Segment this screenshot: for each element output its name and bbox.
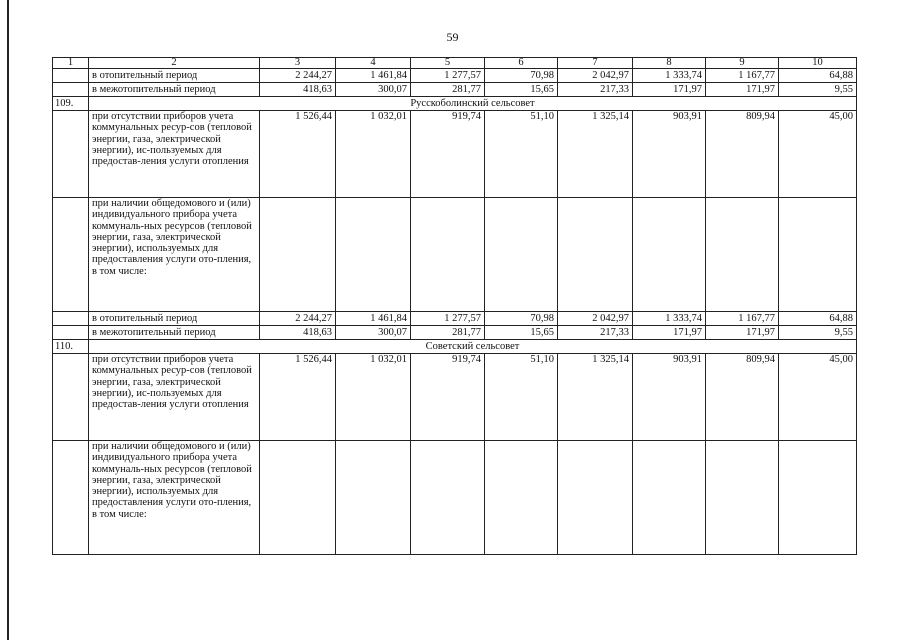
value-cell: 300,07 bbox=[336, 326, 411, 340]
value-cell: 45,00 bbox=[779, 354, 857, 441]
row-label: при отсутствии приборов учета коммунальных ресур-сов (тепловой энергии, газа, электрической энергии), ис-пользуемых для предостав-ления услуги отопления bbox=[89, 111, 260, 198]
value-cell: 1 325,14 bbox=[558, 111, 633, 198]
table-row bbox=[53, 312, 857, 326]
value-cell bbox=[633, 198, 706, 312]
value-cell: 809,94 bbox=[706, 111, 779, 198]
value-cell: 64,88 bbox=[779, 312, 857, 326]
value-cell: 1 526,44 bbox=[260, 354, 336, 441]
row-number-cell bbox=[53, 111, 89, 198]
value-cell bbox=[260, 441, 336, 555]
value-cell: 919,74 bbox=[411, 111, 485, 198]
table-row bbox=[53, 326, 857, 340]
row-label: при наличии общедомового и (или) индивидуального прибора учета коммуналь-ных ресурсов (тепловой энергии, газа, электрической энергии), используемых для предоставления услуги ото-пления, в том числе: bbox=[89, 198, 260, 312]
value-cell bbox=[558, 198, 633, 312]
value-cell: 418,63 bbox=[260, 326, 336, 340]
value-cell: 171,97 bbox=[633, 83, 706, 97]
value-cell bbox=[260, 198, 336, 312]
value-cell bbox=[779, 198, 857, 312]
table-row bbox=[53, 69, 857, 83]
value-cell bbox=[485, 441, 558, 555]
section-row bbox=[53, 340, 857, 354]
header-cell: 9 bbox=[706, 58, 779, 69]
value-cell: 1 461,84 bbox=[336, 69, 411, 83]
section-number: 109. bbox=[53, 97, 89, 111]
header-cell: 7 bbox=[558, 58, 633, 69]
header-row bbox=[53, 58, 857, 69]
value-cell: 70,98 bbox=[485, 312, 558, 326]
value-cell: 171,97 bbox=[706, 83, 779, 97]
value-cell: 1 461,84 bbox=[336, 312, 411, 326]
section-title: Советский сельсовет bbox=[89, 340, 857, 354]
value-cell: 217,33 bbox=[558, 326, 633, 340]
value-cell: 217,33 bbox=[558, 83, 633, 97]
value-cell bbox=[706, 441, 779, 555]
value-cell: 1 325,14 bbox=[558, 354, 633, 441]
value-cell bbox=[411, 198, 485, 312]
value-cell: 9,55 bbox=[779, 326, 857, 340]
row-number-cell bbox=[53, 83, 89, 97]
row-number-cell bbox=[53, 326, 89, 340]
value-cell: 919,74 bbox=[411, 354, 485, 441]
row-label: при наличии общедомового и (или) индивидуального прибора учета коммуналь-ных ресурсов (тепловой энергии, газа, электрической энергии), используемых для предоставления услуги ото-пления, в том числе: bbox=[89, 441, 260, 555]
table-row bbox=[53, 198, 857, 312]
value-cell: 1 333,74 bbox=[633, 312, 706, 326]
row-number-cell bbox=[53, 354, 89, 441]
row-label: в отопительный период bbox=[89, 69, 260, 83]
value-cell: 2 244,27 bbox=[260, 69, 336, 83]
value-cell: 1 277,57 bbox=[411, 69, 485, 83]
value-cell: 51,10 bbox=[485, 354, 558, 441]
header-cell: 10 bbox=[779, 58, 857, 69]
value-cell: 1 032,01 bbox=[336, 354, 411, 441]
header-cell: 4 bbox=[336, 58, 411, 69]
header-cell: 8 bbox=[633, 58, 706, 69]
value-cell: 1 032,01 bbox=[336, 111, 411, 198]
table-row bbox=[53, 441, 857, 555]
row-label: при отсутствии приборов учета коммунальных ресур-сов (тепловой энергии, газа, электрической энергии), ис-пользуемых для предостав-ления услуги отопления bbox=[89, 354, 260, 441]
value-cell: 1 277,57 bbox=[411, 312, 485, 326]
tariff-table bbox=[52, 57, 857, 555]
header-cell: 2 bbox=[89, 58, 260, 69]
header-cell: 5 bbox=[411, 58, 485, 69]
value-cell bbox=[706, 198, 779, 312]
value-cell: 51,10 bbox=[485, 111, 558, 198]
value-cell: 1 167,77 bbox=[706, 69, 779, 83]
header-cell: 1 bbox=[53, 58, 89, 69]
section-number: 110. bbox=[53, 340, 89, 354]
value-cell: 281,77 bbox=[411, 83, 485, 97]
section-row bbox=[53, 97, 857, 111]
row-number-cell bbox=[53, 441, 89, 555]
header-cell: 6 bbox=[485, 58, 558, 69]
value-cell: 2 244,27 bbox=[260, 312, 336, 326]
value-cell: 171,97 bbox=[633, 326, 706, 340]
table-row bbox=[53, 111, 857, 198]
page-number: 59 bbox=[446, 30, 459, 44]
value-cell bbox=[633, 441, 706, 555]
value-cell: 171,97 bbox=[706, 326, 779, 340]
row-number-cell bbox=[53, 198, 89, 312]
value-cell: 903,91 bbox=[633, 354, 706, 441]
value-cell: 15,65 bbox=[485, 326, 558, 340]
value-cell bbox=[336, 441, 411, 555]
value-cell: 9,55 bbox=[779, 83, 857, 97]
value-cell bbox=[779, 441, 857, 555]
table-row bbox=[53, 354, 857, 441]
value-cell: 300,07 bbox=[336, 83, 411, 97]
row-label: в отопительный период bbox=[89, 312, 260, 326]
value-cell: 45,00 bbox=[779, 111, 857, 198]
page-edge-line bbox=[7, 0, 9, 640]
header-cell: 3 bbox=[260, 58, 336, 69]
section-title: Русскоболинский сельсовет bbox=[89, 97, 857, 111]
value-cell: 2 042,97 bbox=[558, 312, 633, 326]
value-cell bbox=[485, 198, 558, 312]
value-cell: 1 333,74 bbox=[633, 69, 706, 83]
value-cell: 15,65 bbox=[485, 83, 558, 97]
value-cell: 2 042,97 bbox=[558, 69, 633, 83]
value-cell: 64,88 bbox=[779, 69, 857, 83]
row-number-cell bbox=[53, 312, 89, 326]
value-cell: 1 167,77 bbox=[706, 312, 779, 326]
row-label: в межотопительный период bbox=[89, 83, 260, 97]
row-number-cell bbox=[53, 69, 89, 83]
value-cell: 903,91 bbox=[633, 111, 706, 198]
row-label: в межотопительный период bbox=[89, 326, 260, 340]
table-row bbox=[53, 83, 857, 97]
value-cell bbox=[411, 441, 485, 555]
value-cell bbox=[558, 441, 633, 555]
value-cell: 809,94 bbox=[706, 354, 779, 441]
value-cell bbox=[336, 198, 411, 312]
value-cell: 418,63 bbox=[260, 83, 336, 97]
value-cell: 281,77 bbox=[411, 326, 485, 340]
value-cell: 70,98 bbox=[485, 69, 558, 83]
value-cell: 1 526,44 bbox=[260, 111, 336, 198]
